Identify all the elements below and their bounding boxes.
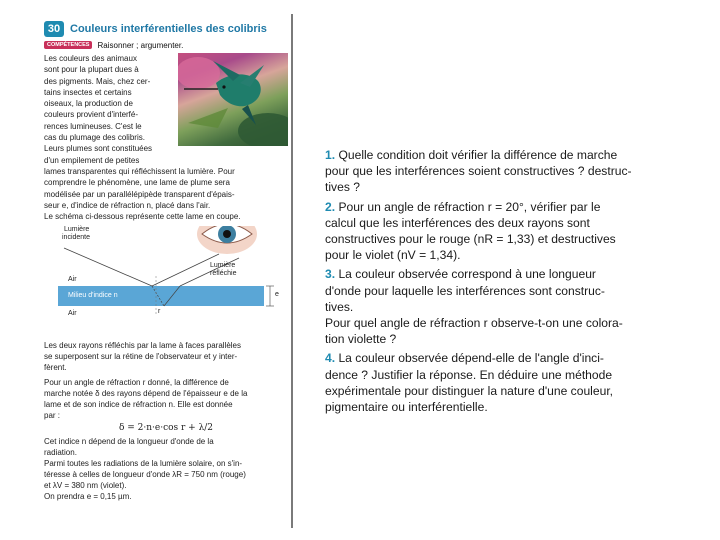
question-number: 4. [325,351,336,366]
eye-icon [197,226,257,254]
question-line [325,350,657,366]
paragraph-line: et λV = 380 nm (violet). [44,481,127,491]
intro-line: comprendre le phénomène, une lame de plume sera [44,178,230,188]
question-line [325,199,657,215]
paragraph-line: On prendra e = 0,15 µm. [44,492,132,502]
competence-badge: COMPÉTENCES [44,41,92,49]
exercise-header [44,20,288,38]
exercise-left-column [44,20,288,530]
exercise-title: Couleurs interférentielles des colibris [70,23,267,35]
label-reflected-2: réfléchie [210,270,237,278]
intro-line: modélisée par un parallélépipède transparent d'épais- [44,189,235,199]
question-line: d'onde pour laquelle les interférences sont construc- [325,283,605,298]
question-text: La couleur observée correspond à une longueur [335,267,596,282]
question-line: tives. [325,299,354,314]
question-line: pour que les interférences soient constructives ? destruc- [325,164,632,179]
path-difference-formula: δ = 2·n·e·cos r + λ/2 [118,423,214,434]
column-divider [291,14,293,528]
paragraph-line: se superposent sur la rétine de l'observateur et y inter- [44,352,238,362]
intro-line: seur e, d'indice de réfraction n, placé dans l'air. [44,200,211,210]
question-line: calcul que les interférences des deux rayons sont [325,215,590,230]
intro-line: lames transparentes qui réfléchissent la lumière. Pour [44,167,235,176]
competence-text: Raisonner ; argumenter. [97,40,184,50]
question-line: pigmentaire ou interférentielle. [325,400,488,415]
paragraph-data [44,436,288,502]
intro-line: des pigments. Mais, chez cer- [44,76,151,86]
question-line: Pour quel angle de réfraction r observe-t-on une colora- [325,316,623,331]
question-number: 3. [325,267,336,282]
question-line [325,147,657,163]
intro-block [44,53,288,166]
exercise-number-badge: 30 [44,21,64,37]
question-line: expérimentale pour distinguer la nature d'une couleur, [325,383,614,398]
intro-line: couleurs provient d'interfé- [44,110,139,120]
paragraph-line: marche notée δ des rayons dépend de l'épaisseur e de la [44,389,248,399]
paragraph-line: Cet indice n dépend de la longueur d'onde de la [44,437,214,447]
intro-line: Leurs plumes sont constituées [44,144,153,154]
question-4 [325,350,657,415]
hummingbird-photo [178,53,288,146]
question-1 [325,147,657,196]
paragraph-line: fèrent. [44,363,67,373]
intro-line: rences lumineuses. C'est le [44,121,142,131]
question-line [325,266,657,282]
intro-text [44,53,174,166]
intro-line: oiseaux, la production de [44,99,133,109]
intro-line: Les couleurs des animaux [44,54,137,63]
paragraph-line: Les deux rayons réfléchis par la lame à faces parallèles [44,341,241,351]
paragraph-line: Pour un angle de réfraction r donné, la différence de [44,378,229,388]
question-text: Pour un angle de réfraction r = 20°, vérifier par le [335,199,601,214]
paragraph-path-difference [44,377,288,421]
label-refraction-angle: r [158,308,161,316]
intro-line: cas du plumage des colibris. [44,133,145,143]
label-medium: Milieu d'indice n [68,292,118,300]
label-air-top: Air [68,276,77,284]
intro-line: Le schéma ci-dessous représente cette lame en coupe. [44,212,241,222]
paragraph-interference [44,340,288,373]
label-air-bottom: Air [68,310,77,318]
questions-column [325,147,657,418]
label-incident-1: Lumière [64,226,90,234]
intro-line: tains insectes et certains [44,87,132,97]
intro-line: sont pour la plupart dues à [44,65,139,75]
question-number: 2. [325,199,336,214]
question-line: constructives pour le rouge (nR = 1,33) et destructives [325,232,616,247]
question-line: tives ? [325,180,360,195]
label-reflected-1: Lumière [210,262,236,270]
question-number: 1. [325,148,336,162]
question-2 [325,199,657,264]
competence-row [44,39,288,51]
paragraph-line: téresse à celles de longueur d'onde λR = 750 nm (rouge) [44,470,246,480]
question-3 [325,266,657,347]
intro-line: d'un empilement de petites [44,155,140,165]
paragraph-line: lame et de son indice de réfraction n. Elle est donnée [44,400,233,410]
question-text: Quelle condition doit vérifier la différence de marche [335,148,618,162]
paragraph-line: par : [44,411,61,421]
question-line: pour le violet (nV = 1,34). [325,248,461,263]
question-text: La couleur observée dépend-elle de l'angle d'inci- [335,351,604,366]
label-thickness: e [275,291,279,299]
paragraph-line: radiation. [44,448,77,458]
intro-continued-text [44,166,288,222]
question-line: tion violette ? [325,332,397,347]
paragraph-line: Parmi toutes les radiations de la lumière solaire, on s'in- [44,459,243,469]
question-line: dence ? Justifier la réponse. En déduire une méthode [325,367,613,382]
lame-diagram [44,226,288,336]
label-incident-2: incidente [62,234,91,242]
